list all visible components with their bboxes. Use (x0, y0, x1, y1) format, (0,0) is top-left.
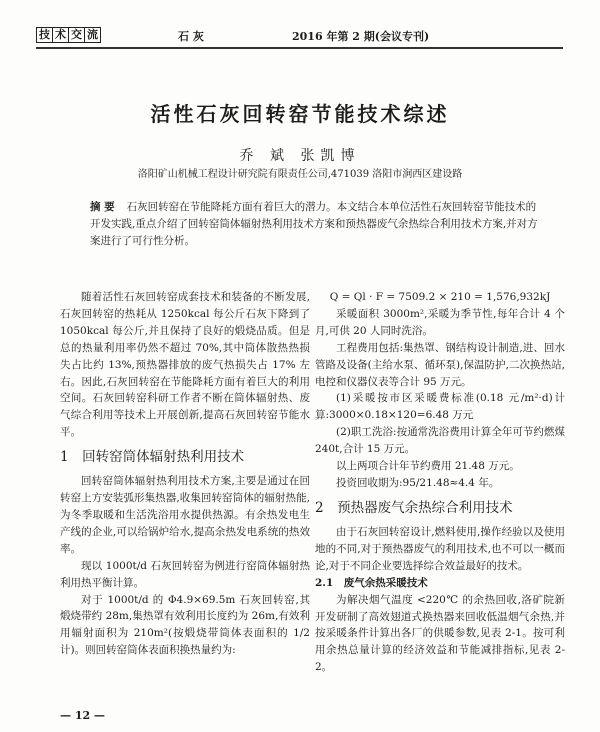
abstract-label: 摘 要 (90, 201, 115, 213)
paragraph: 以上两项合计年节约费用 21.48 万元。 (336, 460, 520, 473)
paragraph: 由于石灰回转窑设计,燃料使用,操作经验以及使用地的不同,对于预热器废气的利用技术,也不可以一概而论,对于不同企业要选择综合效益最好的技术。 (315, 525, 565, 572)
abstract-text: 石灰回转窑在节能降耗方面有着巨大的潜力。本文结合本单位活性石灰回转窑节能技术的开发实践,重点介绍了回转窑筒体辐射热利用技术方案和预热器废气余热综合利用技术方案,并对方案进行了可行性分析。 (90, 201, 538, 247)
paragraph: 投资回收期为:95/21.48≈4.4 年。 (336, 476, 500, 489)
column-tag-char: 技 (36, 27, 53, 43)
paragraph: 为解决烟气温度 <220℃ 的余热回收,洛矿院新开发研制了高效翅道式换热器来回收低温烟气余热,并按采暖条件计算出各厂的供暖参数,见表 2-1。按可利用余热总量计算的经济效益和节能减排指标,见表 2-2。 (315, 593, 565, 674)
column-tag-char: 流 (84, 27, 101, 43)
column-tag-char: 术 (52, 27, 69, 43)
paragraph: 现以 1000t/d 石灰回转窑为例进行窑筒体辐射热利用热平衡计算。 (60, 559, 310, 589)
column-tag-char: 交 (68, 27, 85, 43)
header-rule (36, 47, 563, 49)
paragraph: 回转窑筒体辐射热利用技术方案,主要是通过在回转窑上方安装弧形集热器,收集回转窑筒体的辐射热能,为冬季取暖和生活洗浴用水提供热源。有余热发电生产线的企业,可以给锅炉给水,提高余热发电系统的热效率。 (60, 475, 310, 555)
affiliation: 洛阳矿山机械工程设计研究院有限责任公司,471039 洛阳市涧西区建设路 (137, 169, 463, 180)
abstract (90, 199, 540, 250)
right-column (315, 289, 565, 676)
heat-formula: Q = Ql · F = 7509.2 × 210 = 1,576,932kJ (329, 291, 551, 303)
article-title: 活性石灰回转窑节能技术综述 (150, 102, 450, 126)
intro-paragraph: 随着活性石灰回转窑成套技术和装备的不断发展,石灰回转窑的热耗从 1250kcal 每公斤石灰下降到了 1050kcal 每公斤,并且保持了良好的煅烧品质。但是总的热量利用率仍然不超过 70%,其中筒体散热热损失占比约 13%,预热器排放的废气热损失占 17% 左右。因此,石灰回转窑在节能降耗方面有着巨大的利用空间。石灰回转窑科研工作者不断在筒体辐射热、废气综合利用等技术上开展创新,提高石灰回转窑节能水平。 (60, 291, 310, 439)
issue-info: 2016 年第 2 期(会议专刊) (292, 30, 430, 43)
page-number: — 12 — (60, 709, 105, 722)
paragraph: 采暖面积 3000m²,采暖为季节性,每年合计 4 个月,可供 20 人同时洗浴。 (315, 307, 565, 337)
paragraph: (2)职工洗浴:按通常洗浴费用计算全年可节约燃煤 240t,合计 15 万元。 (315, 426, 565, 456)
journal-name: 石 灰 (178, 30, 204, 43)
authors: 乔 斌 张凯博 (239, 148, 361, 164)
paragraph: 对于 1000t/d 的 Φ4.9×69.5m 石灰回转窑,其煅烧带约 28m,集热罩有效利用长度约为 26m,有效利用辐射面积为 210m²(按煅烧带筒体表面积的 1/2 计)。则回转窑筒体表面积换热量约为: (60, 593, 310, 657)
paragraph: 工程费用包括:集热罩、钢结构设计制造,进、回水管路及设备(主给水泵、循环泵),保温防护,二次换热站,电控和仪器仪表等合计 95 万元。 (315, 341, 565, 388)
left-column (60, 289, 310, 659)
section-1-heading: 1 回转窑筒体辐射热利用技术 (60, 449, 245, 466)
paragraph: (1)采暖按市区采暖费标准(0.18 元/m²·d)计算:3000×0.18×120=6.48 万元 (315, 392, 565, 422)
column-tag (36, 27, 100, 43)
section-2-heading: 2 预热器废气余热综合利用技术 (315, 499, 513, 516)
section-2-1-heading: 2.1 废气余热采暖技术 (315, 576, 428, 589)
